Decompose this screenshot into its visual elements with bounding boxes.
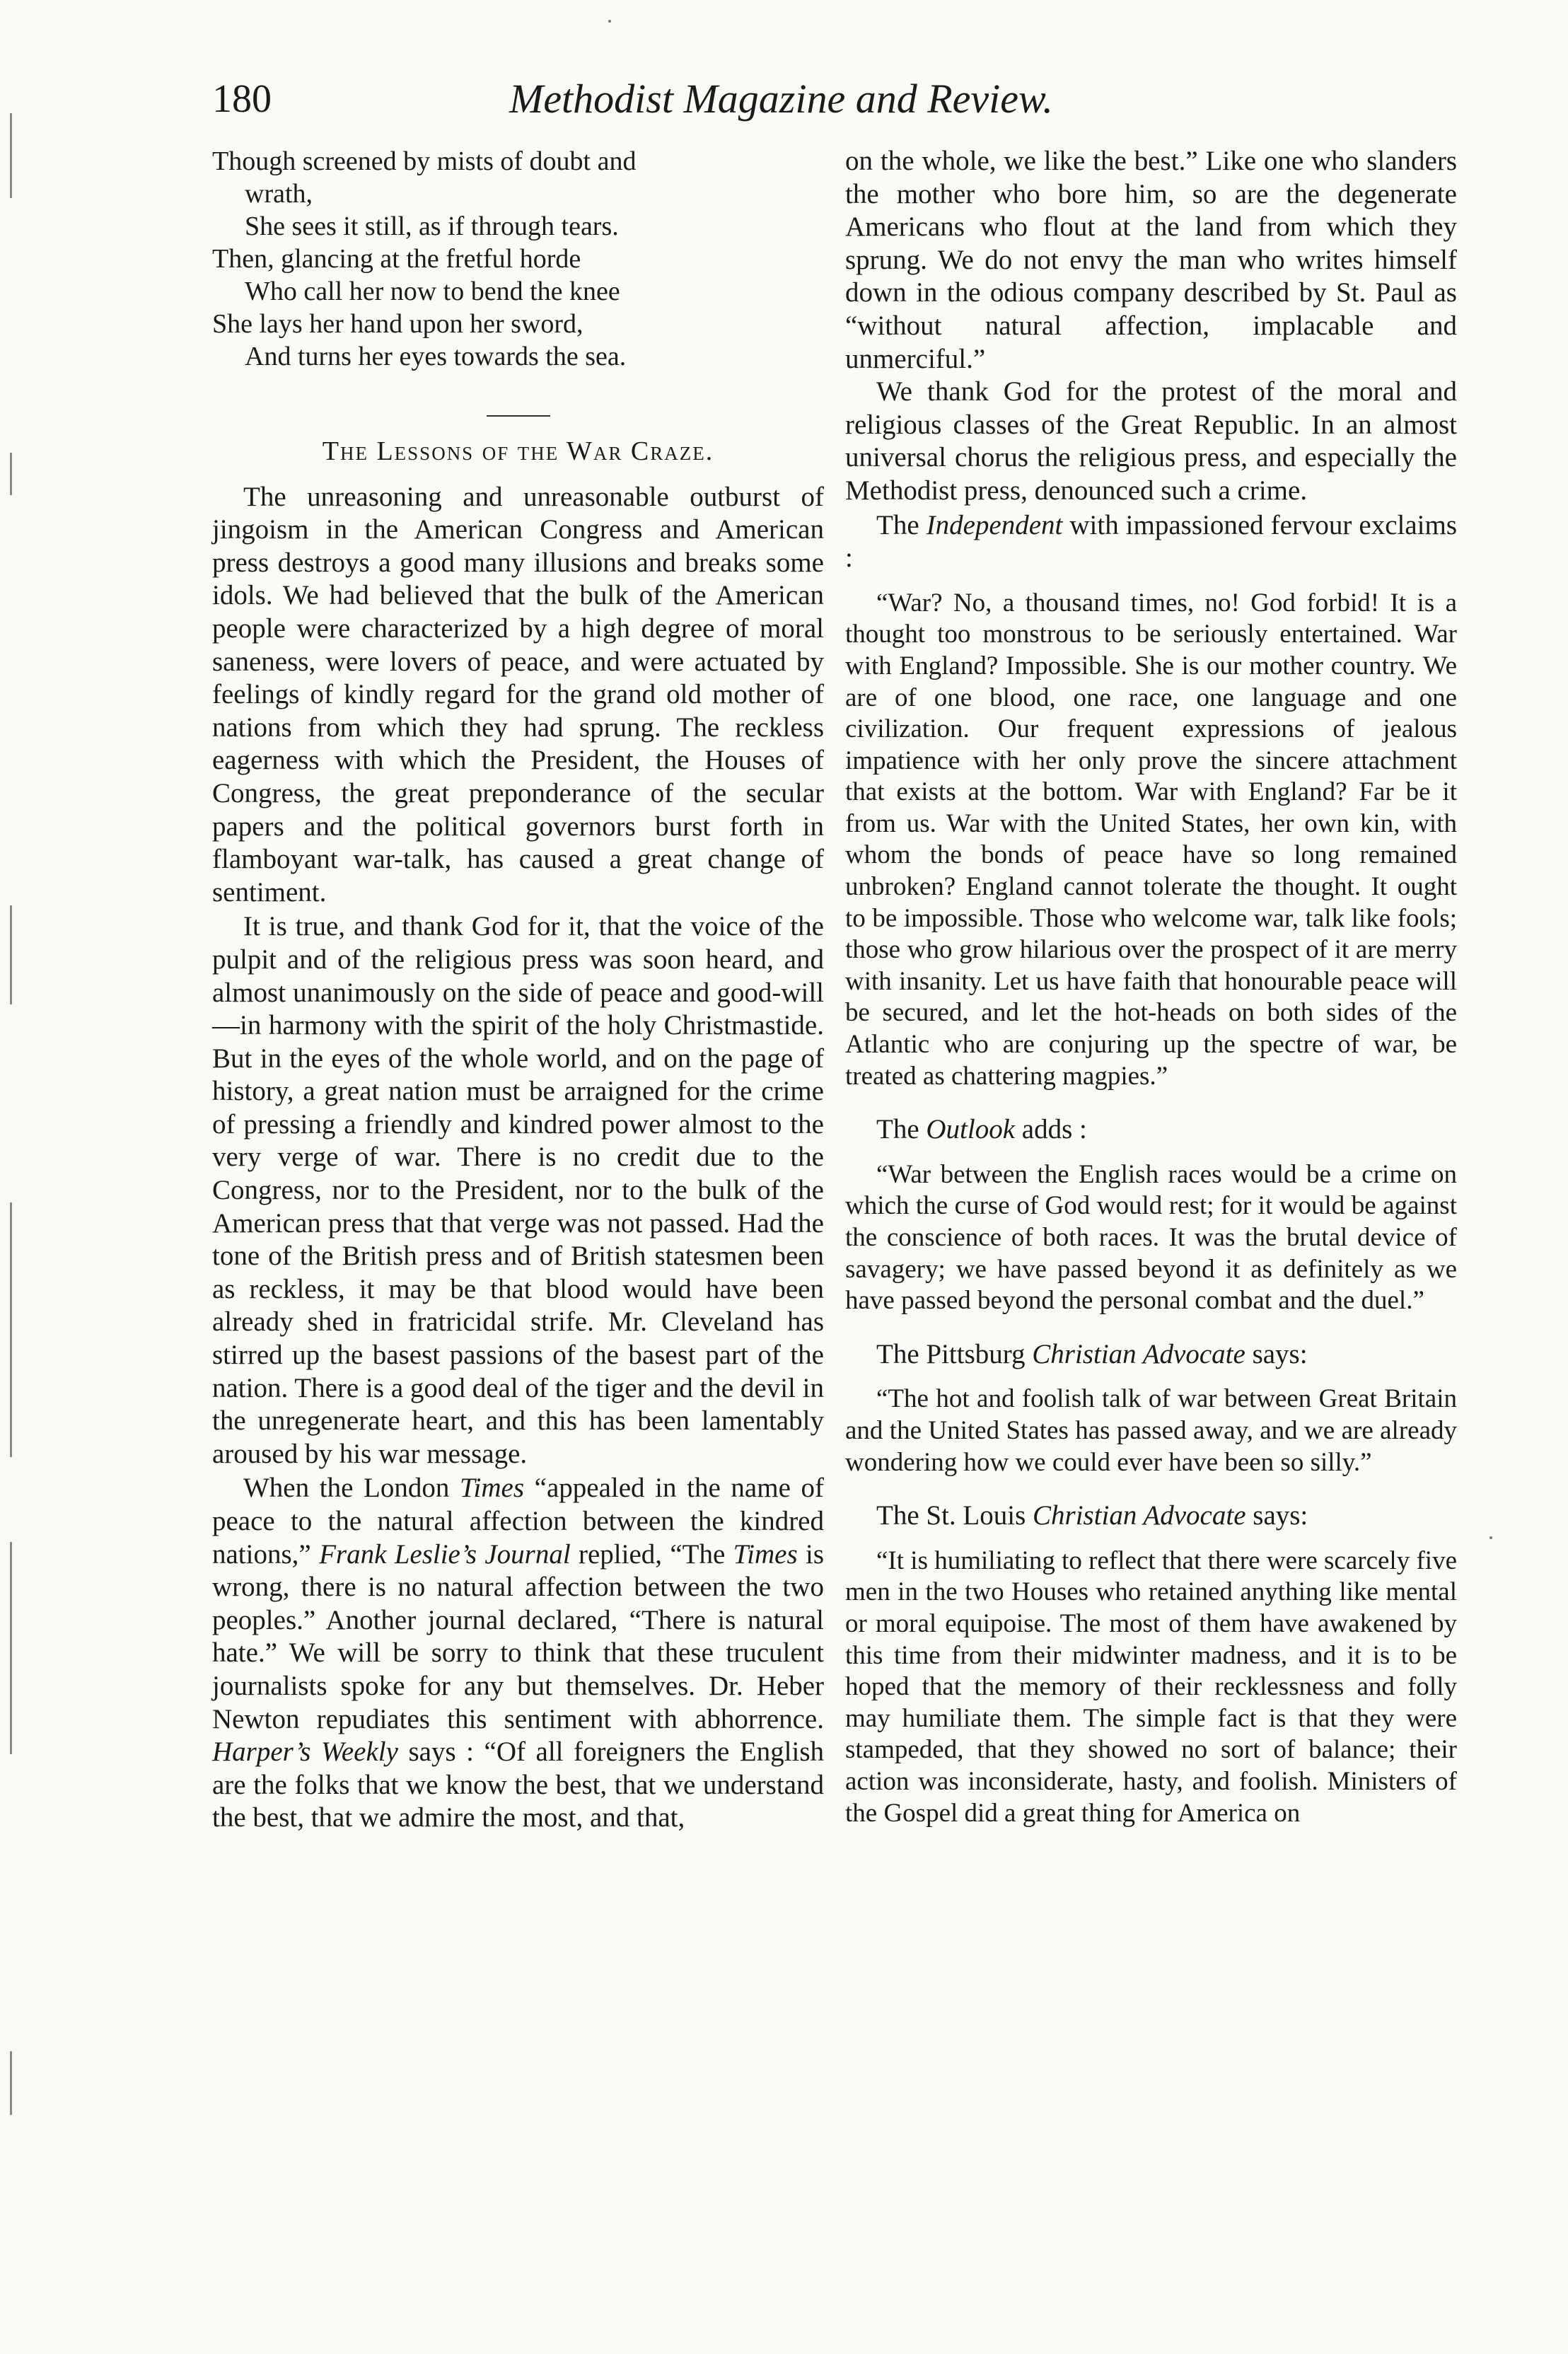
poem-line: wrath, (245, 179, 313, 209)
section-divider (487, 415, 550, 417)
text-run: adds : (1015, 1114, 1087, 1145)
page-number: 180 (212, 77, 272, 121)
poem-line: And turns her eyes towards the sea. (245, 342, 627, 371)
poem-line: Who call her now to bend the knee (245, 277, 620, 306)
block-quote: “War? No, a thousand times, no! God forbid! It is a thought too monstrous to be seriously entertained. War with England? Impossible. She is our mother country. We are of one blood, one race, one language and one civilization. Our frequent expressions of jealous impatience with her only prove the sincere attachment that exists at the bottom. War with England? Far be it from us. War with the United States, her own kin, with whom the bonds of peace have so long remained unbroken? England cannot tolerate the thought. It ought to be impossible. Those who welcome war, talk like fools; those who grow hilarious over the prospect of it are merry with insanity. Let us have faith that honourable peace will be secured, and let the hot-heads on both sides of the Atlantic who are conjuring up the spectre of war, be treated as chattering magpies.” (845, 588, 1457, 1091)
text-run: says : “Of all foreigners the English are the folks that we know the best, that we understand the best, that we admire the most, and that, (212, 1736, 824, 1833)
text-run: When the London (243, 1473, 460, 1504)
body-paragraph-continued: on the whole, we like the best.” Like one who slanders the mother who bore him, so are the degenerate Americans who flout at the land from which they sprung. We do not envy the man who writes himself down in the odious company described by St. Paul as “without natural affection, implacable and unmerciful.” (845, 146, 1457, 374)
block-quote: “The hot and foolish talk of war between Great Britain and the United States has passed away, and we are already wondering how we could ever have been so silly.” (845, 1384, 1457, 1477)
left-column (212, 145, 824, 1835)
text-run: The (876, 509, 927, 540)
text-run: replied, “The (570, 1538, 733, 1570)
periodical-title: Outlook (926, 1114, 1016, 1145)
running-title: Methodist Magazine and Review. (509, 76, 1053, 122)
text-run: is wrong, there is no natural affection between the two peoples.” Another journal declared, “There is natural hate.” We will be sorry to think that these truculent journalists spoke for any but themselves. Dr. Heber Newton repudiates this sentiment with abhorrence. (212, 1538, 824, 1734)
periodical-title: Times (460, 1473, 525, 1504)
poem-line: Though screened by mists of doubt and (212, 146, 637, 176)
poem (212, 145, 824, 373)
body-paragraph-times (212, 1472, 824, 1835)
periodical-title: Harper’s Weekly (212, 1736, 398, 1768)
periodical-title: Christian Advocate (1033, 1500, 1246, 1531)
body-paragraph: We thank God for the protest of the moral and religious classes of the Great Republic. In an almost universal chorus the religious press, and especially the Methodist press, denounced such a crime. (845, 376, 1457, 506)
text-run: says: (1245, 1338, 1308, 1369)
text-run: says: (1245, 1500, 1308, 1531)
text-run: The Pittsburg (876, 1338, 1033, 1369)
periodical-title: Times (733, 1538, 798, 1570)
body-paragraph: The unreasoning and unreasonable outburst of jingoism in the American Congress and American press destroys a good many illusions and breaks some idols. We had believed that the bulk of the American people were characterized by a high degree of moral saneness, were lovers of peace, and were actuated by feelings of kindly regard for the grand old mother of nations from which they had sprung. The reckless eagerness with which the President, the Houses of Congress, the great preponderance of the secular papers and the political governors burst forth in flamboyant war-talk, has caused a great change of sentiment. (212, 481, 824, 908)
text-run: with impassioned fervour exclaims : (845, 509, 1458, 574)
poem-line: She lays her hand upon her sword, (212, 309, 583, 339)
poem-line: She sees it still, as if through tears. (245, 211, 619, 241)
text-run: The (876, 1114, 927, 1145)
periodical-title: Christian Advocate (1032, 1338, 1245, 1369)
block-quote: “It is humiliating to reflect that there were scarcely five men in the two Houses who retained anything like mental or moral equipoise. The most of them have awakened by this time from their midwinter madness, and it is to be hoped that the memory of their recklessness and folly may humiliate them. The simple fact is that they were stampeded, that they showed no sort of balance; their action was inconsiderate, hasty, and foolish. Ministers of the Gospel did a great thing for America on (845, 1546, 1457, 1828)
pittsburg-intro (845, 1338, 1457, 1372)
right-column (845, 145, 1457, 1845)
text-run: The St. Louis (876, 1500, 1033, 1531)
body-paragraph: It is true, and thank God for it, that the voice of the pulpit and of the religious press was soon heard, and almost unanimously on the side of peace and good-will—in harmony with the spirit of the holy Christmastide. But in the eyes of the whole world, and on the page of history, a great nation must be arraigned for the crime of pressing a friendly and kindred power almost to the very verge of war. There is no credit due to the Congress, nor to the President, nor to the bulk of the American press that that verge was not passed. Had the tone of the British press and of British statesmen been as reckless, it may be that blood would have been already shed in fratricidal strife. Mr. Cleveland has stirred up the basest passions of the basest part of the nation. There is a good deal of the tiger and the devil in the unregenerate heart, and this has been lamentably aroused by his war message. (212, 911, 824, 1469)
poem-line: Then, glancing at the fretful horde (212, 244, 581, 274)
text-run: “appealed in the name of peace to the natural affection between the kindred nations,” (212, 1473, 825, 1570)
stlouis-intro (845, 1500, 1457, 1533)
periodical-title: Independent (926, 509, 1063, 540)
periodical-title: Frank Leslie’s Journal (319, 1538, 571, 1570)
independent-intro (845, 509, 1457, 575)
outlook-intro (845, 1113, 1457, 1147)
block-quote: “War between the English races would be a crime on which the curse of God would rest; for it would be against the conscience of both races. It was the brutal device of savagery; we have passed beyond it as definitely as we have passed beyond the personal combat and the duel.” (845, 1159, 1457, 1316)
page-header (212, 71, 1132, 134)
section-heading: The Lessons of the War Craze. (322, 436, 714, 466)
